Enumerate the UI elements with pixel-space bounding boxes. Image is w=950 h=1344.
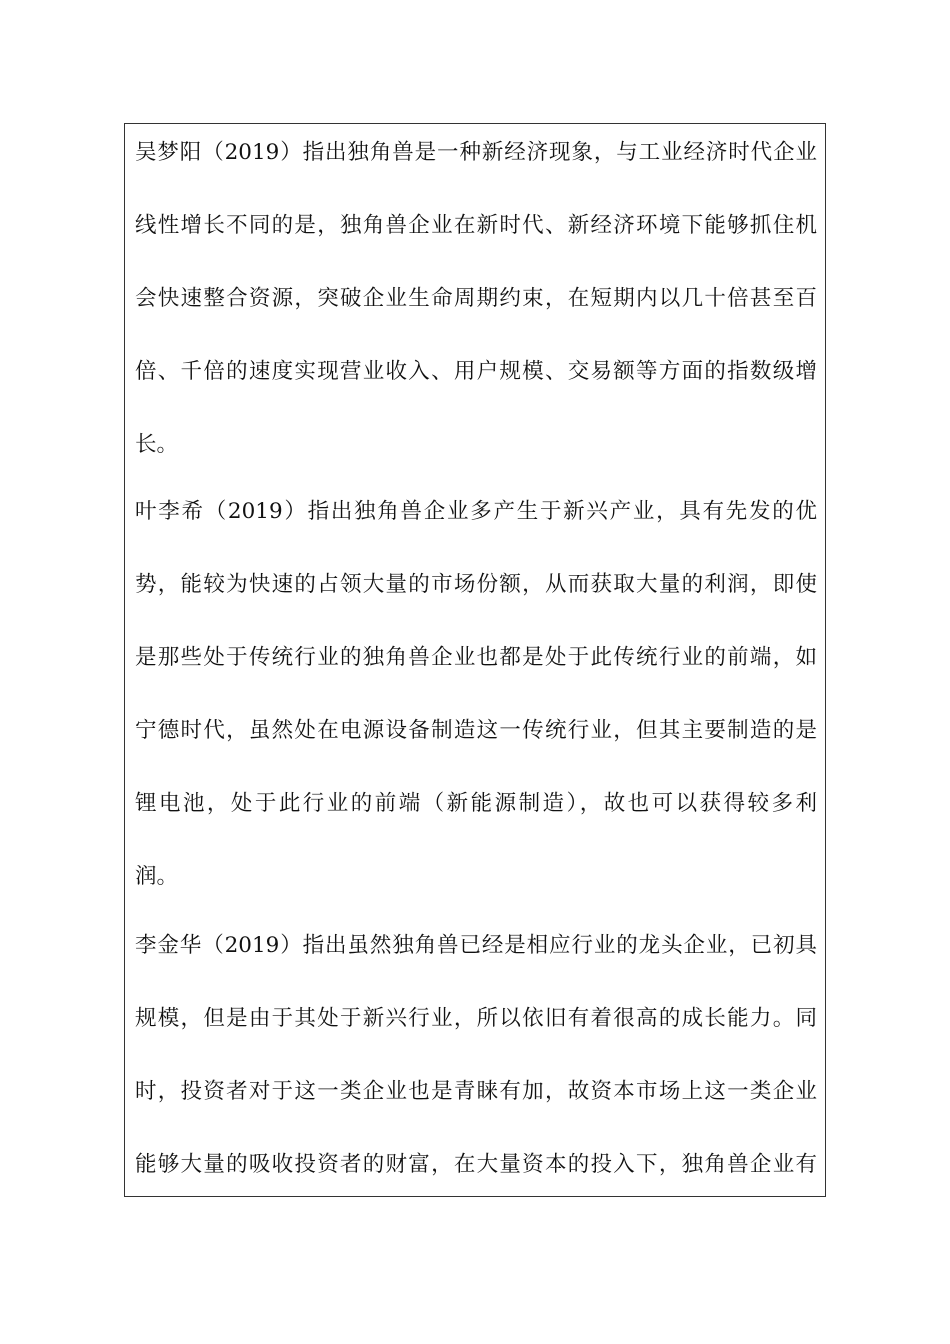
text-frame: [124, 123, 826, 1197]
paragraph-line: 润。: [135, 864, 179, 889]
paragraph-line: 能够大量的吸收投资者的财富，在大量资本的投入下，独角兽企业有: [135, 1152, 817, 1177]
paragraph-line: 长。: [135, 432, 179, 457]
paragraph-line: 势，能较为快速的占领大量的市场份额，从而获取大量的利润，即使: [135, 572, 817, 597]
paragraph-line: 规模，但是由于其处于新兴行业，所以依旧有着很高的成长能力。同: [135, 1006, 817, 1031]
paragraph-line: 时，投资者对于这一类企业也是青睐有加，故资本市场上这一类企业: [135, 1079, 817, 1104]
paragraph-line: 吴梦阳（2019）指出独角兽是一种新经济现象，与工业经济时代企业: [135, 140, 817, 165]
paragraph-line: 宁德时代，虽然处在电源设备制造这一传统行业，但其主要制造的是: [135, 718, 817, 743]
paragraph-line: 倍、千倍的速度实现营业收入、用户规模、交易额等方面的指数级增: [135, 359, 817, 384]
paragraph-line: 叶李希（2019）指出独角兽企业多产生于新兴产业，具有先发的优: [135, 499, 817, 524]
paragraph-line: 是那些处于传统行业的独角兽企业也都是处于此传统行业的前端，如: [135, 645, 817, 670]
paragraph-line: 李金华（2019）指出虽然独角兽已经是相应行业的龙头企业，已初具: [135, 933, 817, 958]
paragraph-line: 会快速整合资源，突破企业生命周期约束，在短期内以几十倍甚至百: [135, 286, 817, 311]
paragraph-line: 锂电池，处于此行业的前端（新能源制造），故也可以获得较多利: [135, 791, 817, 816]
paragraph-line: 线性增长不同的是，独角兽企业在新时代、新经济环境下能够抓住机: [135, 213, 817, 238]
